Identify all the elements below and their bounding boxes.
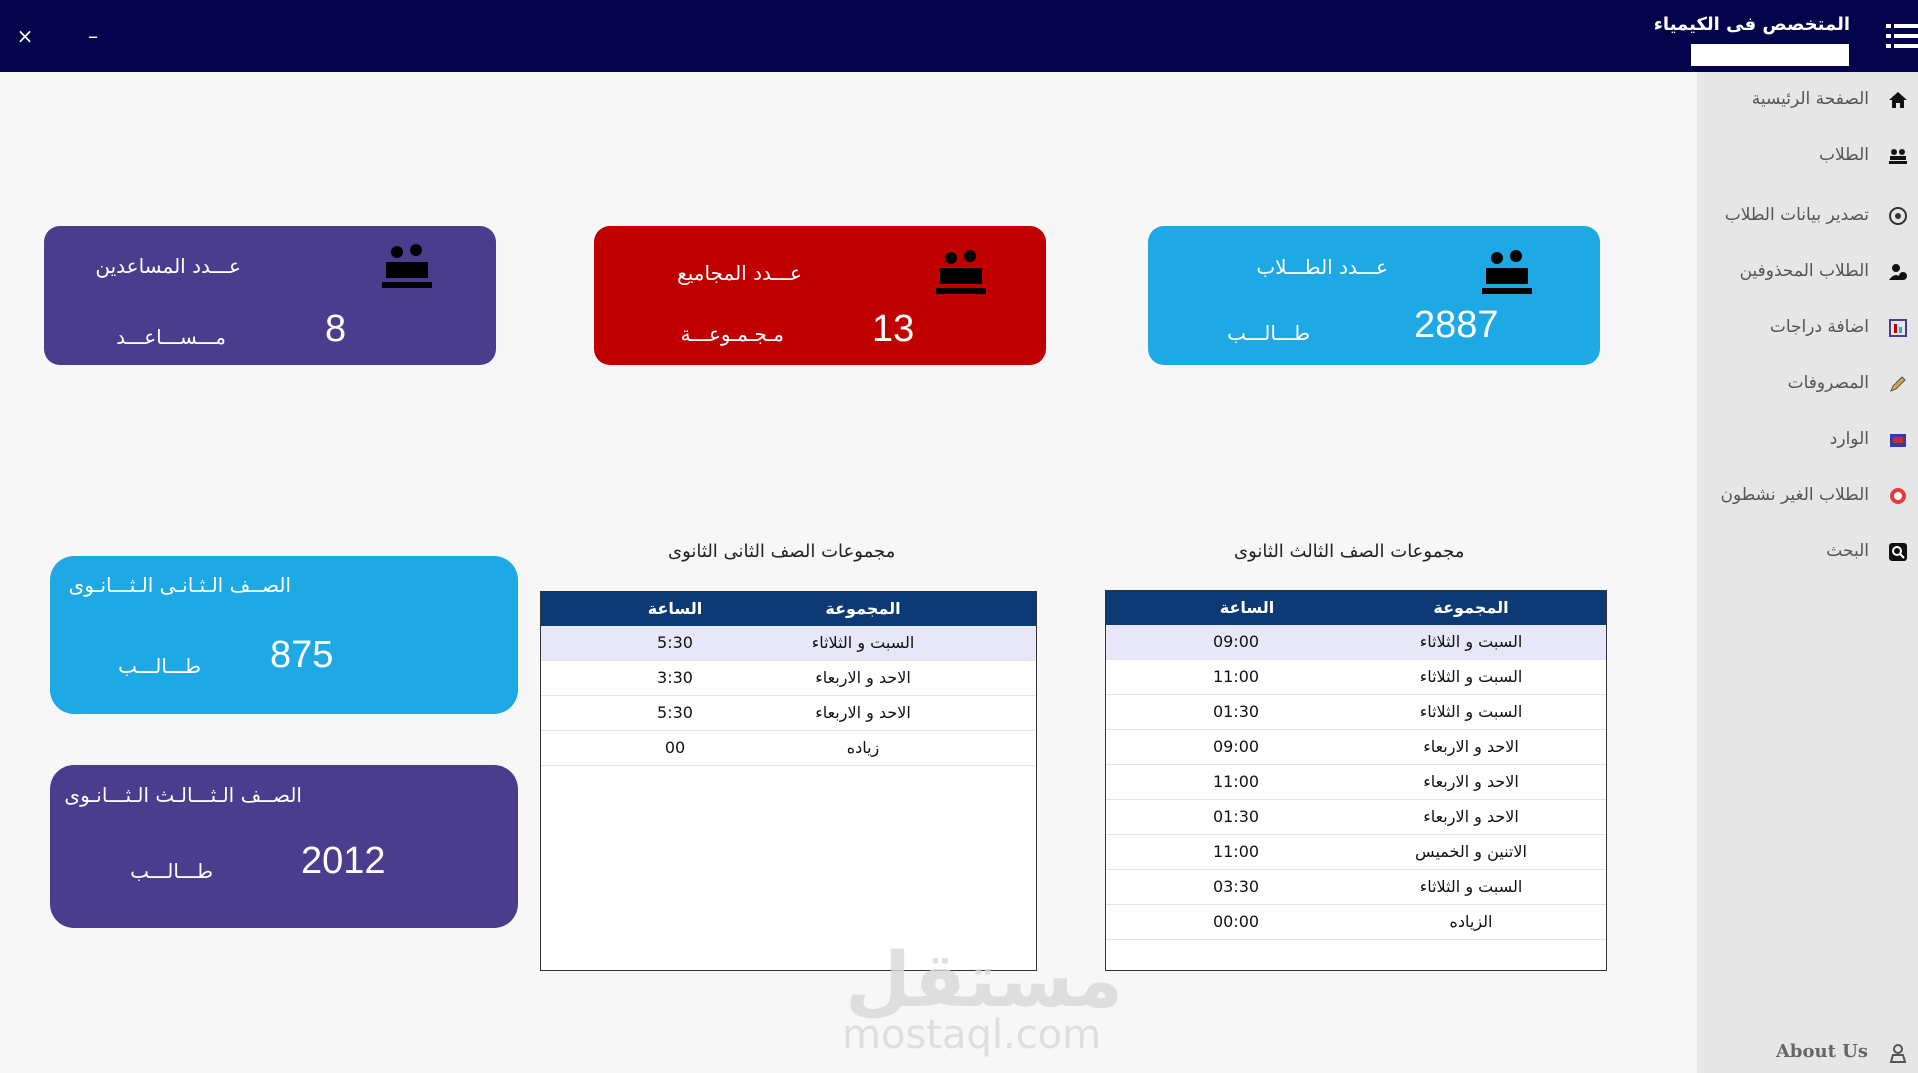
table-row[interactable]: السبت و الثلاثاء 01:30 <box>1106 695 1606 730</box>
title-bar <box>0 0 1918 72</box>
sidebar-item-deleted[interactable] <box>1697 250 1918 294</box>
table-row[interactable]: الاحد و الاربعاء 09:00 <box>1106 730 1606 765</box>
card-unit: طـــالـــب <box>130 859 213 883</box>
card-title: عـــدد المساعدين <box>95 254 241 278</box>
card-value: 8 <box>325 308 347 350</box>
export-icon <box>1888 206 1908 226</box>
column-header-time[interactable]: الساعة <box>647 599 703 618</box>
sidebar-item-label: تصدير بيانات الطلاب <box>1724 205 1869 225</box>
card-title: عـــدد المجاميع <box>677 261 802 285</box>
table-row[interactable]: الاحد و الاربعاء 11:00 <box>1106 765 1606 800</box>
app-title: المتخصص فى الكيمياء <box>1653 14 1850 35</box>
card-unit: طـــالـــب <box>118 654 201 678</box>
group-people-icon <box>1480 244 1534 298</box>
sidebar-item-label: الطلاب الغير نشطون <box>1720 485 1869 505</box>
inactive-icon <box>1888 486 1908 506</box>
inbox-icon <box>1888 430 1908 450</box>
home-icon <box>1888 90 1908 110</box>
grade3-table-title: مجموعات الصف الثالث الثانوى <box>1234 541 1465 562</box>
sidebar-item-inactive[interactable] <box>1697 474 1918 518</box>
deleted-user-icon <box>1888 262 1908 282</box>
sidebar-item-students[interactable] <box>1697 134 1918 178</box>
column-header-group[interactable]: المجموعة <box>825 599 901 618</box>
about-us-button[interactable] <box>1697 1033 1918 1073</box>
table-row[interactable]: السبت و الثلاثاء 03:30 <box>1106 870 1606 905</box>
card-value: 2012 <box>301 840 386 882</box>
table-header <box>1106 591 1606 625</box>
grade3-card <box>50 765 518 928</box>
grades-icon <box>1888 318 1908 338</box>
sidebar-item-label: الوارد <box>1829 429 1869 449</box>
students-icon <box>1888 146 1908 166</box>
sidebar-item-label: الصفحة الرئيسية <box>1751 89 1869 109</box>
card-title: الصــف الـثـانـى الـثـــانـوى <box>68 573 291 597</box>
table-row[interactable]: الاتنين و الخميس 11:00 <box>1106 835 1606 870</box>
table-row[interactable]: السبت و الثلاثاء 5:30 <box>541 626 1036 661</box>
groups-card <box>594 226 1046 365</box>
hamburger-menu-icon[interactable] <box>1884 16 1918 56</box>
sidebar-item-label: المصروفات <box>1787 373 1869 393</box>
grade2-table-title: مجموعات الصف الثانى الثانوى <box>668 541 896 562</box>
table-row[interactable]: زياده 00 <box>541 731 1036 766</box>
sidebar-item-label: البحث <box>1826 541 1869 561</box>
table-row[interactable]: الاحد و الاربعاء 5:30 <box>541 696 1036 731</box>
table-row[interactable]: الاحد و الاربعاء 01:30 <box>1106 800 1606 835</box>
sidebar-item-label: اضافة دراجات <box>1769 317 1869 337</box>
sidebar-item-expenses[interactable] <box>1697 362 1918 406</box>
assistants-card <box>44 226 496 365</box>
card-value: 13 <box>872 308 915 350</box>
sidebar <box>1697 72 1918 1073</box>
card-title: الصــف الـثـــالـث الـثـــانـوى <box>64 783 302 807</box>
table-header <box>541 592 1036 626</box>
sidebar-item-label: الطلاب المحذوفين <box>1739 261 1869 281</box>
sidebar-item-label: الطلاب <box>1819 145 1869 165</box>
column-header-time[interactable]: الساعة <box>1219 598 1275 617</box>
card-unit: طـــالـــب <box>1227 321 1310 345</box>
close-button[interactable]: × <box>16 24 34 48</box>
search-icon <box>1888 542 1908 562</box>
group-people-icon <box>380 238 434 292</box>
grade2-groups-table <box>540 591 1037 971</box>
pencil-icon <box>1888 374 1908 394</box>
column-header-group[interactable]: المجموعة <box>1433 598 1509 617</box>
table-row[interactable]: السبت و الثلاثاء 09:00 <box>1106 625 1606 660</box>
card-title: عـــدد الطـــلاب <box>1256 255 1388 279</box>
table-row[interactable]: السبت و الثلاثاء 11:00 <box>1106 660 1606 695</box>
grade2-card <box>50 556 518 714</box>
group-people-icon <box>934 244 988 298</box>
card-value: 875 <box>270 634 334 676</box>
card-unit: مـجـمـوعـــة <box>680 322 784 346</box>
sidebar-item-export[interactable] <box>1697 194 1918 238</box>
minimize-button[interactable]: – <box>88 24 98 48</box>
about-us-label: About Us <box>1775 1041 1868 1062</box>
sidebar-item-home[interactable] <box>1697 78 1918 122</box>
sidebar-item-grades[interactable] <box>1697 306 1918 350</box>
person-icon <box>1888 1043 1908 1063</box>
sidebar-item-inbox[interactable] <box>1697 418 1918 462</box>
students-card <box>1148 226 1600 365</box>
watermark-url: mostaql.com <box>842 1012 1102 1058</box>
table-row[interactable]: الزياده 00:00 <box>1106 905 1606 940</box>
title-input[interactable] <box>1691 44 1849 66</box>
sidebar-item-search[interactable] <box>1697 530 1918 574</box>
watermark-arabic: مستقل <box>845 935 1123 1024</box>
card-unit: مـــســـاعـــد <box>116 325 226 349</box>
grade3-groups-table <box>1105 590 1607 971</box>
card-value: 2887 <box>1414 304 1499 346</box>
table-row[interactable]: الاحد و الاربعاء 3:30 <box>541 661 1036 696</box>
